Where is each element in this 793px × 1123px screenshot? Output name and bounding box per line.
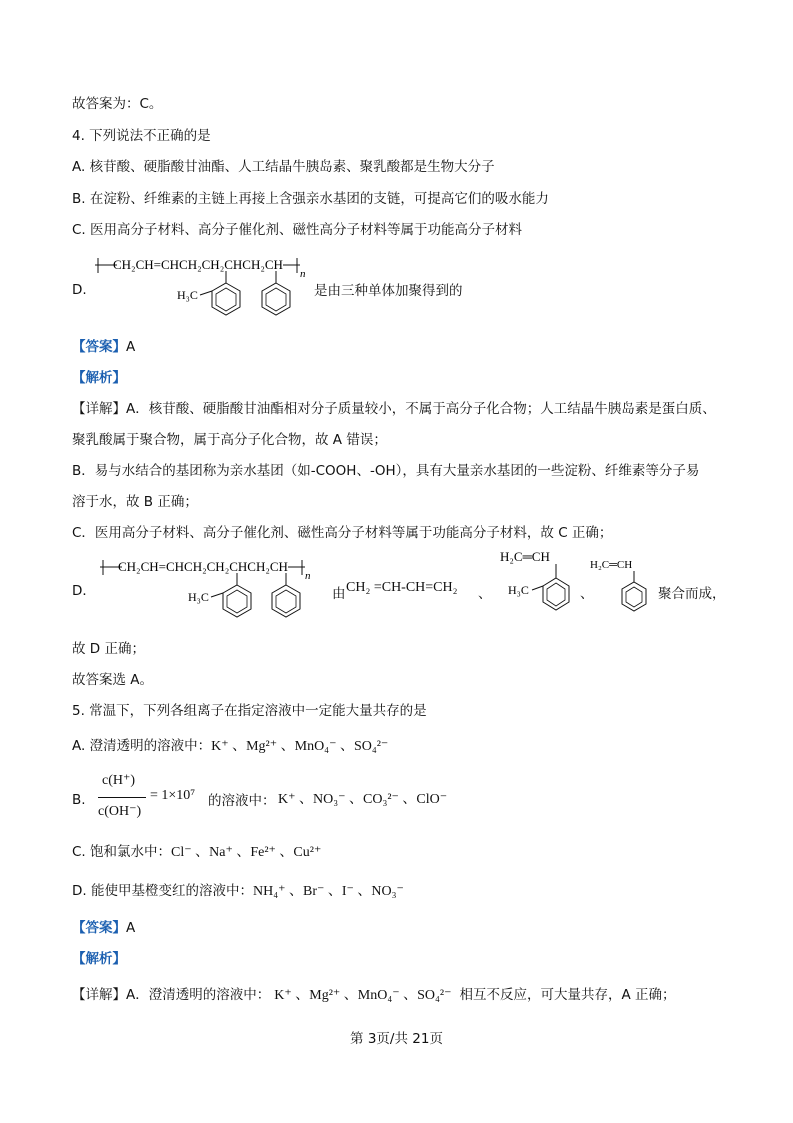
explanation-d-end: 聚合而成， (658, 586, 726, 602)
explanation-polymer-methyl: H₃C (188, 590, 209, 604)
monomer-methylstyrene-vinyl: H₂C═CH (500, 549, 550, 564)
explanation-1-line-b2: 溶于水，故 B 正确； (72, 494, 198, 510)
question-5-option-c (72, 843, 321, 862)
monomer-methylstyrene-methyl: H₃C (508, 583, 529, 597)
answer-line-c: 故答案为：C。 (72, 96, 163, 112)
explanation-1-line-d-label: D． (72, 583, 96, 599)
polymer-structure-diagram (95, 253, 310, 331)
question-4-option-c: C. 医用高分子材料、高分子催化剂、磁性高分子材料等属于功能高分子材料 (72, 222, 523, 238)
question-5-option-d-ions: NH₄⁺ 、Br⁻ 、I⁻ 、NO₃⁻ (252, 884, 404, 899)
explanation-polymer-diagram (100, 552, 332, 630)
final-answer-line: 故答案选 A。 (72, 672, 154, 688)
explanation-1-line-a (72, 400, 716, 418)
explanation-bracket-2: 【详解】 (72, 987, 126, 1003)
explanation-d-separator-2: 、 (580, 586, 594, 602)
question-5-fraction (98, 770, 206, 830)
question-5-option-a-ions: K⁺ 、Mg²⁺ 、MnO₄⁻ 、SO₄²⁻ (211, 739, 389, 754)
question-4-option-b: B. 在淀粉、纤维素的主链上再接上含强亲水基团的支链，可提高它们的吸水能力 (72, 191, 549, 207)
question-4-option-d-text: 是由三种单体加聚得到的 (314, 283, 463, 299)
question-4-stem: 4. 下列说法不正确的是 (72, 128, 211, 144)
explanation-2-ions: K⁺ 、Mg²⁺ 、MnO₄⁻ 、SO₄²⁻ (274, 988, 452, 1003)
explanation-1-line-c: C．医用高分子材料、高分子催化剂、磁性高分子材料等属于功能高分子材料，故 C 正确； (72, 525, 613, 541)
explanation-1-line-a-cont: 聚乳酸属于聚合物，属于高分子化合物，故 A 错误； (72, 432, 387, 448)
explanation-1-line-d2: 故 D 正确； (72, 641, 145, 657)
polymer-subscript-n: n (300, 268, 306, 280)
question-5-option-c-prefix: C. 饱和氯水中： (72, 844, 172, 860)
fraction-numerator: c(H⁺) (102, 773, 136, 788)
monomer-styrene-diagram (590, 556, 652, 618)
polymer-methyl-label: H₃C (177, 288, 198, 302)
analysis-label-1: 【解析】 (72, 370, 126, 386)
explanation-1-text: A．核苷酸、硬脂酸甘油酯相对分子质量较小，不属于高分子化合物；人工结晶牛胰岛素是蛋白质、 (126, 401, 716, 417)
question-5-option-a-prefix: A. 澄清透明的溶液中： (72, 738, 212, 754)
explanation-2-line-a (72, 986, 676, 1005)
question-5-option-b-ions: K⁺ 、NO₃⁻ 、CO₃²⁻ 、ClO⁻ (278, 792, 448, 807)
explanation-d-separator-1: 、 (478, 586, 492, 602)
answer-value-2: A (126, 920, 136, 936)
fraction-equals: = 1×10⁷ (150, 788, 196, 803)
question-5-option-a (72, 737, 388, 756)
question-5-option-c-ions: Cl⁻ 、Na⁺ 、Fe²⁺ 、Cu²⁺ (171, 845, 322, 860)
monomer-methylstyrene-diagram (490, 548, 575, 618)
explanation-d-you: 由 (332, 586, 346, 602)
explanation-bracket-1: 【详解】 (72, 401, 126, 417)
question-5-option-d (72, 882, 404, 901)
question-5-option-d-prefix: D. 能使甲基橙变红的溶液中： (72, 883, 253, 899)
answer-bracket-1: 【答案】 (72, 339, 126, 355)
fraction-bar (98, 797, 146, 798)
explanation-2-end: 相互不反应，可大量共存，A 正确； (459, 987, 676, 1003)
answer-value-1: A (126, 339, 136, 355)
question-5-option-b-text: 的溶液中： (208, 793, 276, 809)
answer-bracket-2: 【答案】 (72, 920, 126, 936)
fraction-denominator: c(OH⁻) (98, 804, 142, 819)
answer-label-1 (72, 338, 135, 356)
monomer-styrene-vinyl: H₂C═CH (590, 559, 633, 571)
analysis-label-2: 【解析】 (72, 951, 126, 967)
question-5-stem: 5. 常温下，下列各组离子在指定溶液中一定能大量共存的是 (72, 703, 427, 719)
explanation-1-line-b1: B．易与水结合的基团称为亲水基团（如-COOH、-OH），具有大量亲水基团的一些淀粉、纤维素等分子易 (72, 463, 700, 479)
question-4-option-a: A. 核苷酸、硬脂酸甘油酯、人工结晶牛胰岛素、聚乳酸都是生物大分子 (72, 159, 495, 175)
question-4-option-d-label: D. (72, 282, 87, 298)
monomer-butadiene: CH₂ =CH-CH=CH₂ (346, 580, 458, 595)
polymer-chain-formula: CH₂CH=CHCH₂CH₂CHCH₂CH (113, 257, 283, 272)
explanation-polymer-chain: CH₂CH=CHCH₂CH₂CHCH₂CH (118, 559, 288, 574)
question-5-option-b-label: B. (72, 792, 86, 808)
explanation-polymer-n: n (305, 570, 311, 582)
answer-label-2 (72, 919, 135, 937)
page-footer: 第 3页/共 21页 (350, 1031, 443, 1047)
explanation-2-text: A．澄清透明的溶液中： (126, 987, 271, 1003)
